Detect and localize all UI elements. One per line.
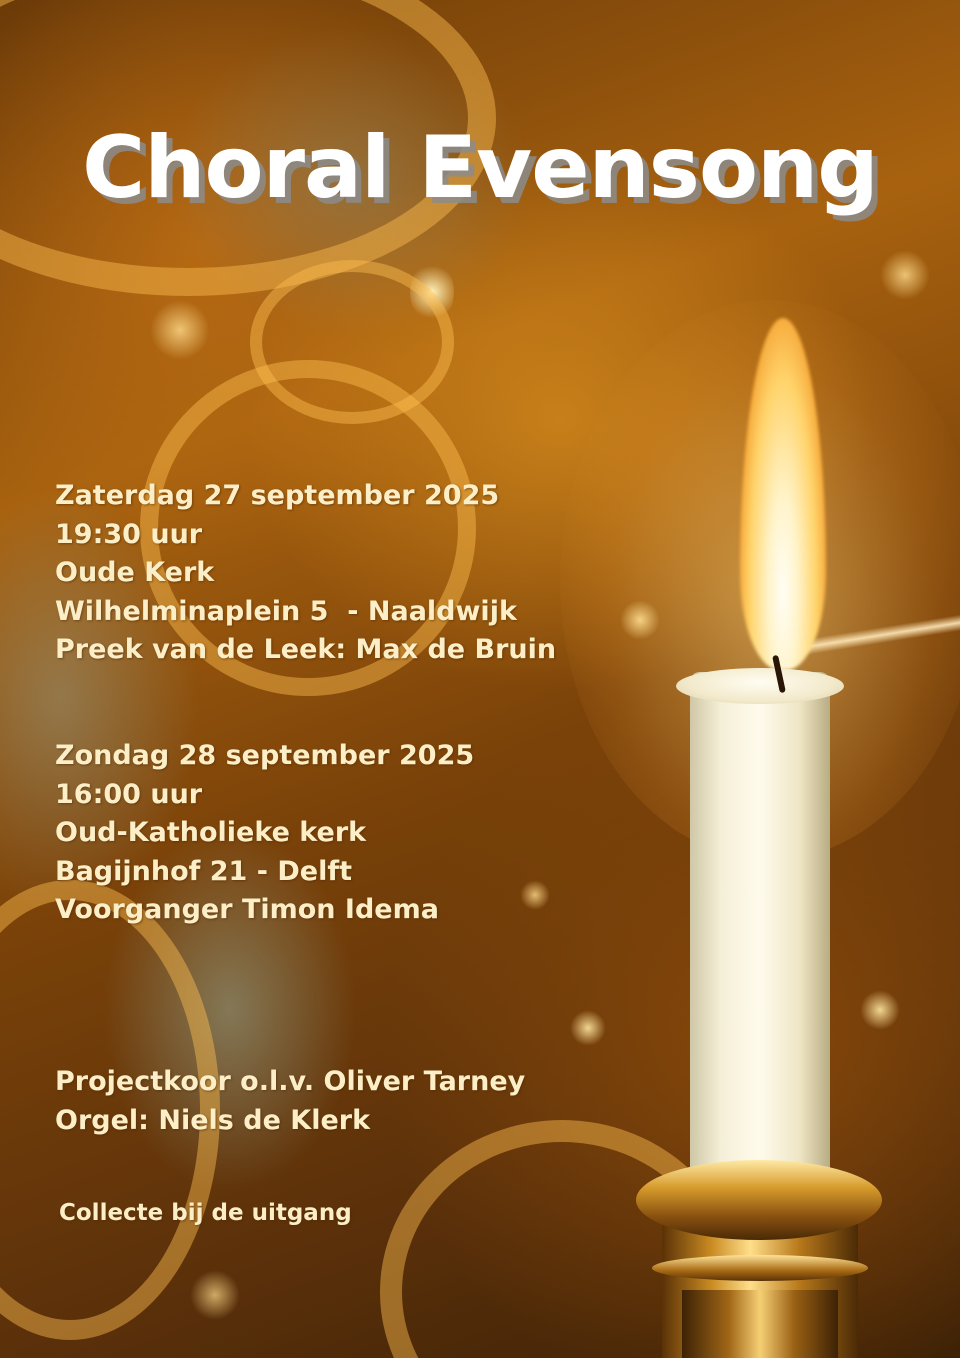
event-note: Voorganger Timon Idema (55, 894, 439, 925)
credits (55, 1063, 525, 1140)
bokeh-light (860, 990, 900, 1030)
poster-title: Choral Evensong (82, 118, 878, 218)
candle-holder-rim (636, 1160, 882, 1240)
chandelier-arm (250, 260, 454, 424)
organ-credit: Orgel: Niels de Klerk (55, 1104, 371, 1136)
event-date: Zaterdag 27 september 2025 (55, 480, 500, 511)
bokeh-light (520, 880, 550, 910)
bokeh-light (190, 1270, 240, 1320)
event-address: Wilhelminaplein 5 - Naaldwijk (55, 595, 517, 627)
candle-holder-band (652, 1255, 868, 1281)
event-date: Zondag 28 september 2025 (55, 740, 475, 771)
bokeh-light (150, 300, 210, 360)
event-address: Bagijnhof 21 - Delft (55, 855, 352, 887)
candle-top (676, 668, 844, 704)
candle (690, 672, 830, 1172)
bokeh-light (410, 262, 454, 322)
event-venue: Oud-Katholieke kerk (55, 817, 367, 848)
event-time: 19:30 uur (55, 518, 203, 550)
choir-credit: Projectkoor o.l.v. Oliver Tarney (55, 1066, 526, 1097)
event-venue: Oude Kerk (55, 557, 215, 588)
event-saturday (55, 477, 556, 670)
candle-holder-neck (682, 1290, 838, 1358)
event-sunday (55, 737, 474, 930)
event-note: Preek van de Leek: Max de Bruin (55, 634, 557, 665)
bokeh-light (570, 1010, 606, 1046)
collection-note: Collecte bij de uitgang (59, 1200, 352, 1226)
event-time: 16:00 uur (55, 778, 203, 810)
bokeh-light (880, 250, 930, 300)
